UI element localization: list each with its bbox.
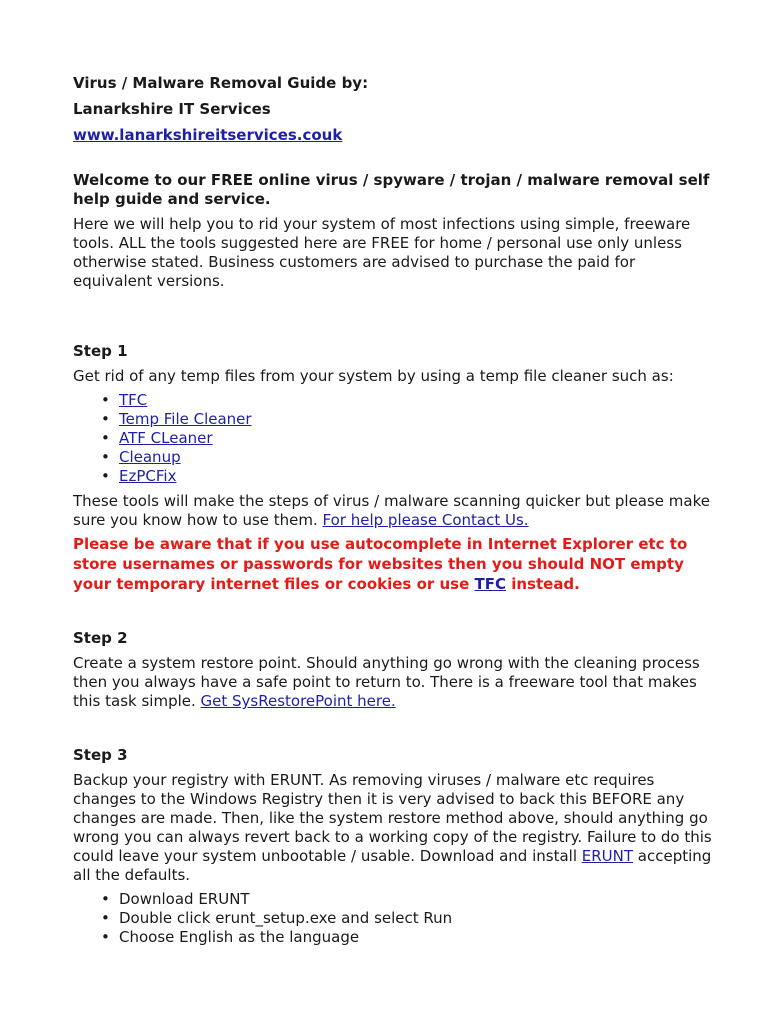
erunt-steps-list (73, 890, 713, 947)
document-content (73, 73, 713, 947)
guide-title: Virus / Malware Removal Guide by: (73, 74, 369, 92)
list-item: • EzPCFix (101, 467, 177, 485)
temp-cleaner-list (73, 391, 713, 486)
warning-tfc-link[interactable]: TFC (474, 575, 506, 593)
contact-us-link[interactable]: For help please Contact Us. (322, 511, 529, 529)
tool-link-tfc[interactable]: TFC (119, 391, 148, 409)
intro-body: Here we will help you to rid your system of most infections using simple, freeware tools. ALL the tools suggested here are FREE for home / personal use only unless otherwise stated. Business customers are advised to purchase the paid for equivalent versions. (73, 215, 691, 290)
intro-heading: Welcome to our FREE online virus / spyware / trojan / malware removal self help guide and service. (73, 171, 710, 208)
step1-after-text: These tools will make the steps of virus / malware scanning quicker but please make sure you know how to use them. For help please Contact Us. (73, 492, 710, 529)
tool-link-atf-cleaner[interactable]: ATF CLeaner (119, 429, 213, 447)
step3-heading: Step 3 (73, 746, 128, 764)
step1-text: Get rid of any temp files from your system by using a temp file cleaner such as: (73, 367, 674, 385)
list-item: • Cleanup (101, 448, 181, 466)
tool-link-ezpcfix[interactable]: EzPCFix (119, 467, 177, 485)
step2-heading: Step 2 (73, 629, 128, 647)
autocomplete-warning: Please be aware that if you use autocomplete in Internet Explorer etc to store usernames or passwords for websites then you should NOT empty your temporary internet files or cookies or use TFC instead. (73, 535, 688, 593)
list-item: • Double click erunt_setup.exe and select Run (101, 909, 453, 927)
tool-link-cleanup[interactable]: Cleanup (119, 448, 181, 466)
list-item: • Choose English as the language (101, 928, 360, 946)
website-link[interactable]: www.lanarkshireitservices.couk (73, 126, 343, 144)
erunt-link[interactable]: ERUNT (581, 847, 634, 865)
list-item: • Temp File Cleaner (101, 410, 252, 428)
step2-text: Create a system restore point. Should anything go wrong with the cleaning process then you always have a safe point to return to. There is a freeware tool that makes this task simple. Get SysRestorePoint here. (73, 654, 700, 710)
list-item: • Download ERUNT (101, 890, 250, 908)
sysrestorepoint-link[interactable]: Get SysRestorePoint here. (200, 692, 396, 710)
company-name: Lanarkshire IT Services (73, 100, 271, 118)
list-item: • ATF CLeaner (101, 429, 213, 447)
list-item: • TFC (101, 391, 148, 409)
tool-link-temp-file-cleaner[interactable]: Temp File Cleaner (119, 410, 252, 428)
step1-heading: Step 1 (73, 342, 128, 360)
step3-text: Backup your registry with ERUNT. As removing viruses / malware etc requires changes to the Windows Registry then it is very advised to back this BEFORE any changes are made. Then, like the system restore method above, should anything go wrong you can always revert back to a working copy of the registry. Failure to do this could leave your system unbootable / usable. Download and install ERUNT accepting all the defaults. (73, 771, 712, 884)
